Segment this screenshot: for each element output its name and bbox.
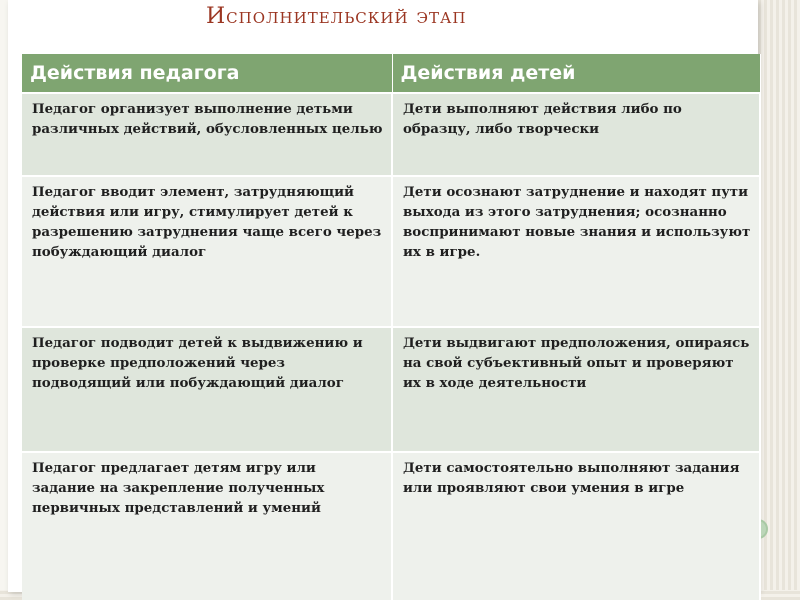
children-cell: Дети выполняют действия либо по образцу, либо творчески bbox=[392, 93, 760, 176]
table-row bbox=[22, 327, 760, 452]
children-cell: Дети выдвигают предположения, опираясь на свой субъективный опыт и проверяют их в ходе деятельности bbox=[392, 327, 760, 452]
children-cell: Дети осознают затруднение и находят пути выхода из этого затруднения; осознанно воспринимают новые знания и используют их в игре. bbox=[392, 176, 760, 327]
header-children-actions: Действия детей bbox=[392, 54, 760, 93]
table-row bbox=[22, 93, 760, 176]
teacher-cell: Педагог предлагает детям игру или задание на закрепление полученных первичных представлений и умений bbox=[22, 452, 392, 600]
table-header-row bbox=[22, 54, 760, 93]
table-row bbox=[22, 452, 760, 600]
table-row bbox=[22, 176, 760, 327]
decorative-stripes-right bbox=[758, 0, 800, 600]
teacher-cell: Педагог подводит детей к выдвижению и проверке предположений через подводящий или побуждающий диалог bbox=[22, 327, 392, 452]
header-teacher-actions: Действия педагога bbox=[22, 54, 392, 93]
stages-table bbox=[22, 54, 761, 600]
slide-title: Исполнительский этап bbox=[206, 4, 467, 29]
teacher-cell: Педагог организует выполнение детьми различных действий, обусловленных целью bbox=[22, 93, 392, 176]
children-cell: Дети самостоятельно выполняют задания или проявляют свои умения в игре bbox=[392, 452, 760, 600]
teacher-cell: Педагог вводит элемент, затрудняющий действия или игру, стимулирует детей к разрешению затруднения чаще всего через побуждающий диалог bbox=[22, 176, 392, 327]
